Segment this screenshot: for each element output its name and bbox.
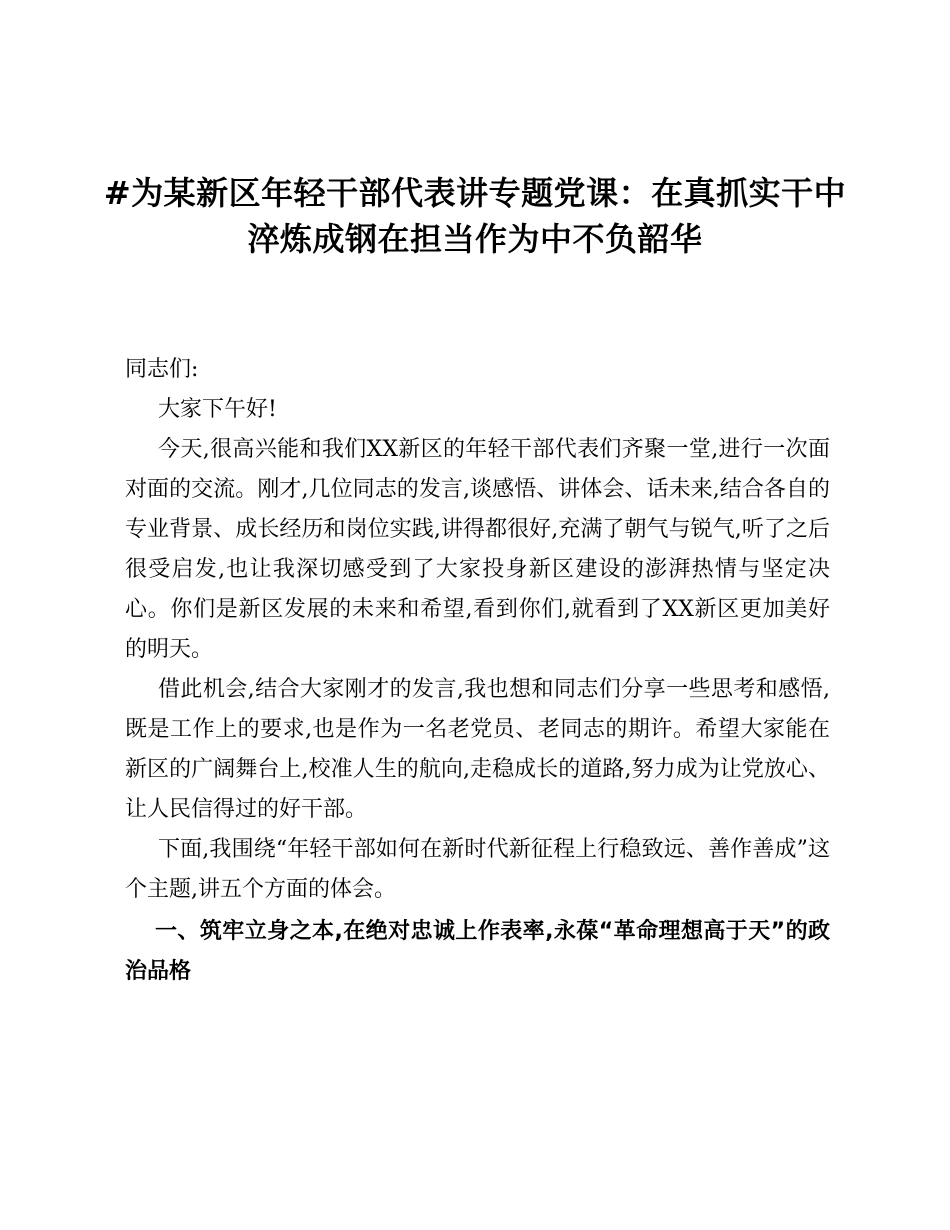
section-heading-1: 一、筑牢立身之本,在绝对忠诚上作表率,永葆“革命理想高于天”的政治品格 — [125, 919, 830, 984]
paragraph-greeting: 大家下午好! — [158, 397, 277, 422]
paragraph-purpose: 借此机会,结合大家刚才的发言,我也想和同志们分享一些思考和感悟,既是工作上的要求,也是作为一名老党员、老同志的期许。希望大家能在新区的广阔舞台上,校准人生的航向,走稳成长的道路,努力成为让党放心、让人民信得过的好干部。 — [125, 677, 830, 822]
salutation: 同志们: — [125, 357, 199, 382]
document-title: #为某新区年轻干部代表讲专题党课：在真抓实干中淬炼成钢在担当作为中不负韶华 — [103, 174, 847, 258]
paragraph-topic: 下面,我围绕“年轻干部如何在新时代新征程上行稳致远、善作善成”这个主题,讲五个方面的体会。 — [125, 837, 830, 902]
document-body — [125, 350, 830, 992]
paragraph-intro: 今天,很高兴能和我们XX新区的年轻干部代表们齐聚一堂,进行一次面对面的交流。刚才,几位同志的发言,谈感悟、讲体会、话未来,结合各自的专业背景、成长经历和岗位实践,讲得都很好,充满了朝气与锐气,听了之后很受启发,也让我深切感受到了大家投身新区建设的澎湃热情与坚定决心。你们是新区发展的未来和希望,看到你们,就看到了XX新区更加美好的明天。 — [125, 437, 830, 662]
